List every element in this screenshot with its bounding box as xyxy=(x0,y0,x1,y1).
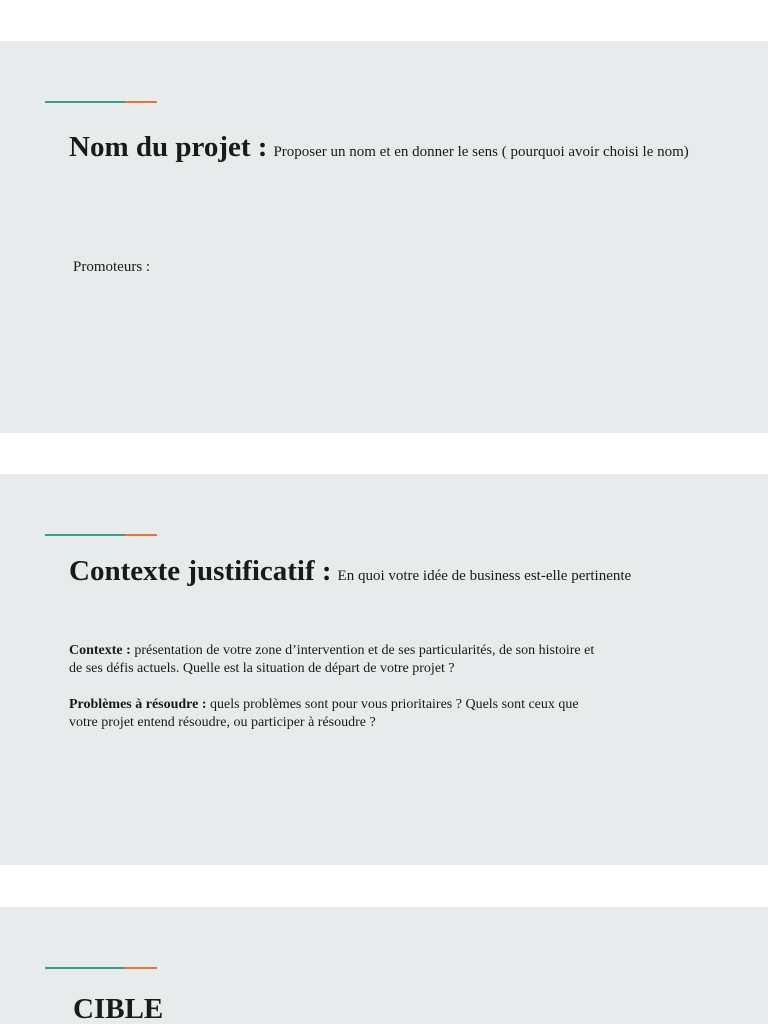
accent-line-teal xyxy=(45,534,125,536)
slide-title: Nom du projet : xyxy=(69,131,268,163)
slide-project-name xyxy=(0,41,768,433)
slide-context xyxy=(0,474,768,865)
context-paragraph xyxy=(69,642,599,678)
title-row xyxy=(73,993,163,1026)
problems-paragraph xyxy=(69,696,599,732)
slide-subtitle: En quoi votre idée de business est-elle pertinente xyxy=(337,568,632,584)
accent-line-orange xyxy=(125,967,157,969)
accent-line-teal xyxy=(45,101,125,103)
title-row xyxy=(69,131,689,164)
accent-line xyxy=(45,967,157,969)
accent-line xyxy=(45,534,157,536)
problems-text: quels problèmes sont pour vous prioritaires ? Quels sont ceux que votre projet entend résoudre, ou participer à résoudre ? xyxy=(69,697,579,730)
slide-title: Contexte justificatif : xyxy=(69,555,332,587)
problems-label: Problèmes à résoudre : xyxy=(69,697,207,712)
accent-line-orange xyxy=(125,101,157,103)
context-label: Contexte : xyxy=(69,643,131,658)
accent-line-orange xyxy=(125,534,157,536)
title-row xyxy=(69,555,631,588)
accent-line xyxy=(45,101,157,103)
promoters-label: Promoteurs : xyxy=(73,259,151,275)
context-text: présentation de votre zone d’intervention et de ses particularités, de son histoire et de ses défis actuels. Quelle est la situation de départ de votre projet ? xyxy=(69,643,595,676)
slide-target xyxy=(0,907,768,1024)
slide-subtitle: Proposer un nom et en donner le sens ( pourquoi avoir choisi le nom) xyxy=(273,144,689,160)
slide-title: CIBLE xyxy=(73,993,164,1025)
accent-line-teal xyxy=(45,967,125,969)
